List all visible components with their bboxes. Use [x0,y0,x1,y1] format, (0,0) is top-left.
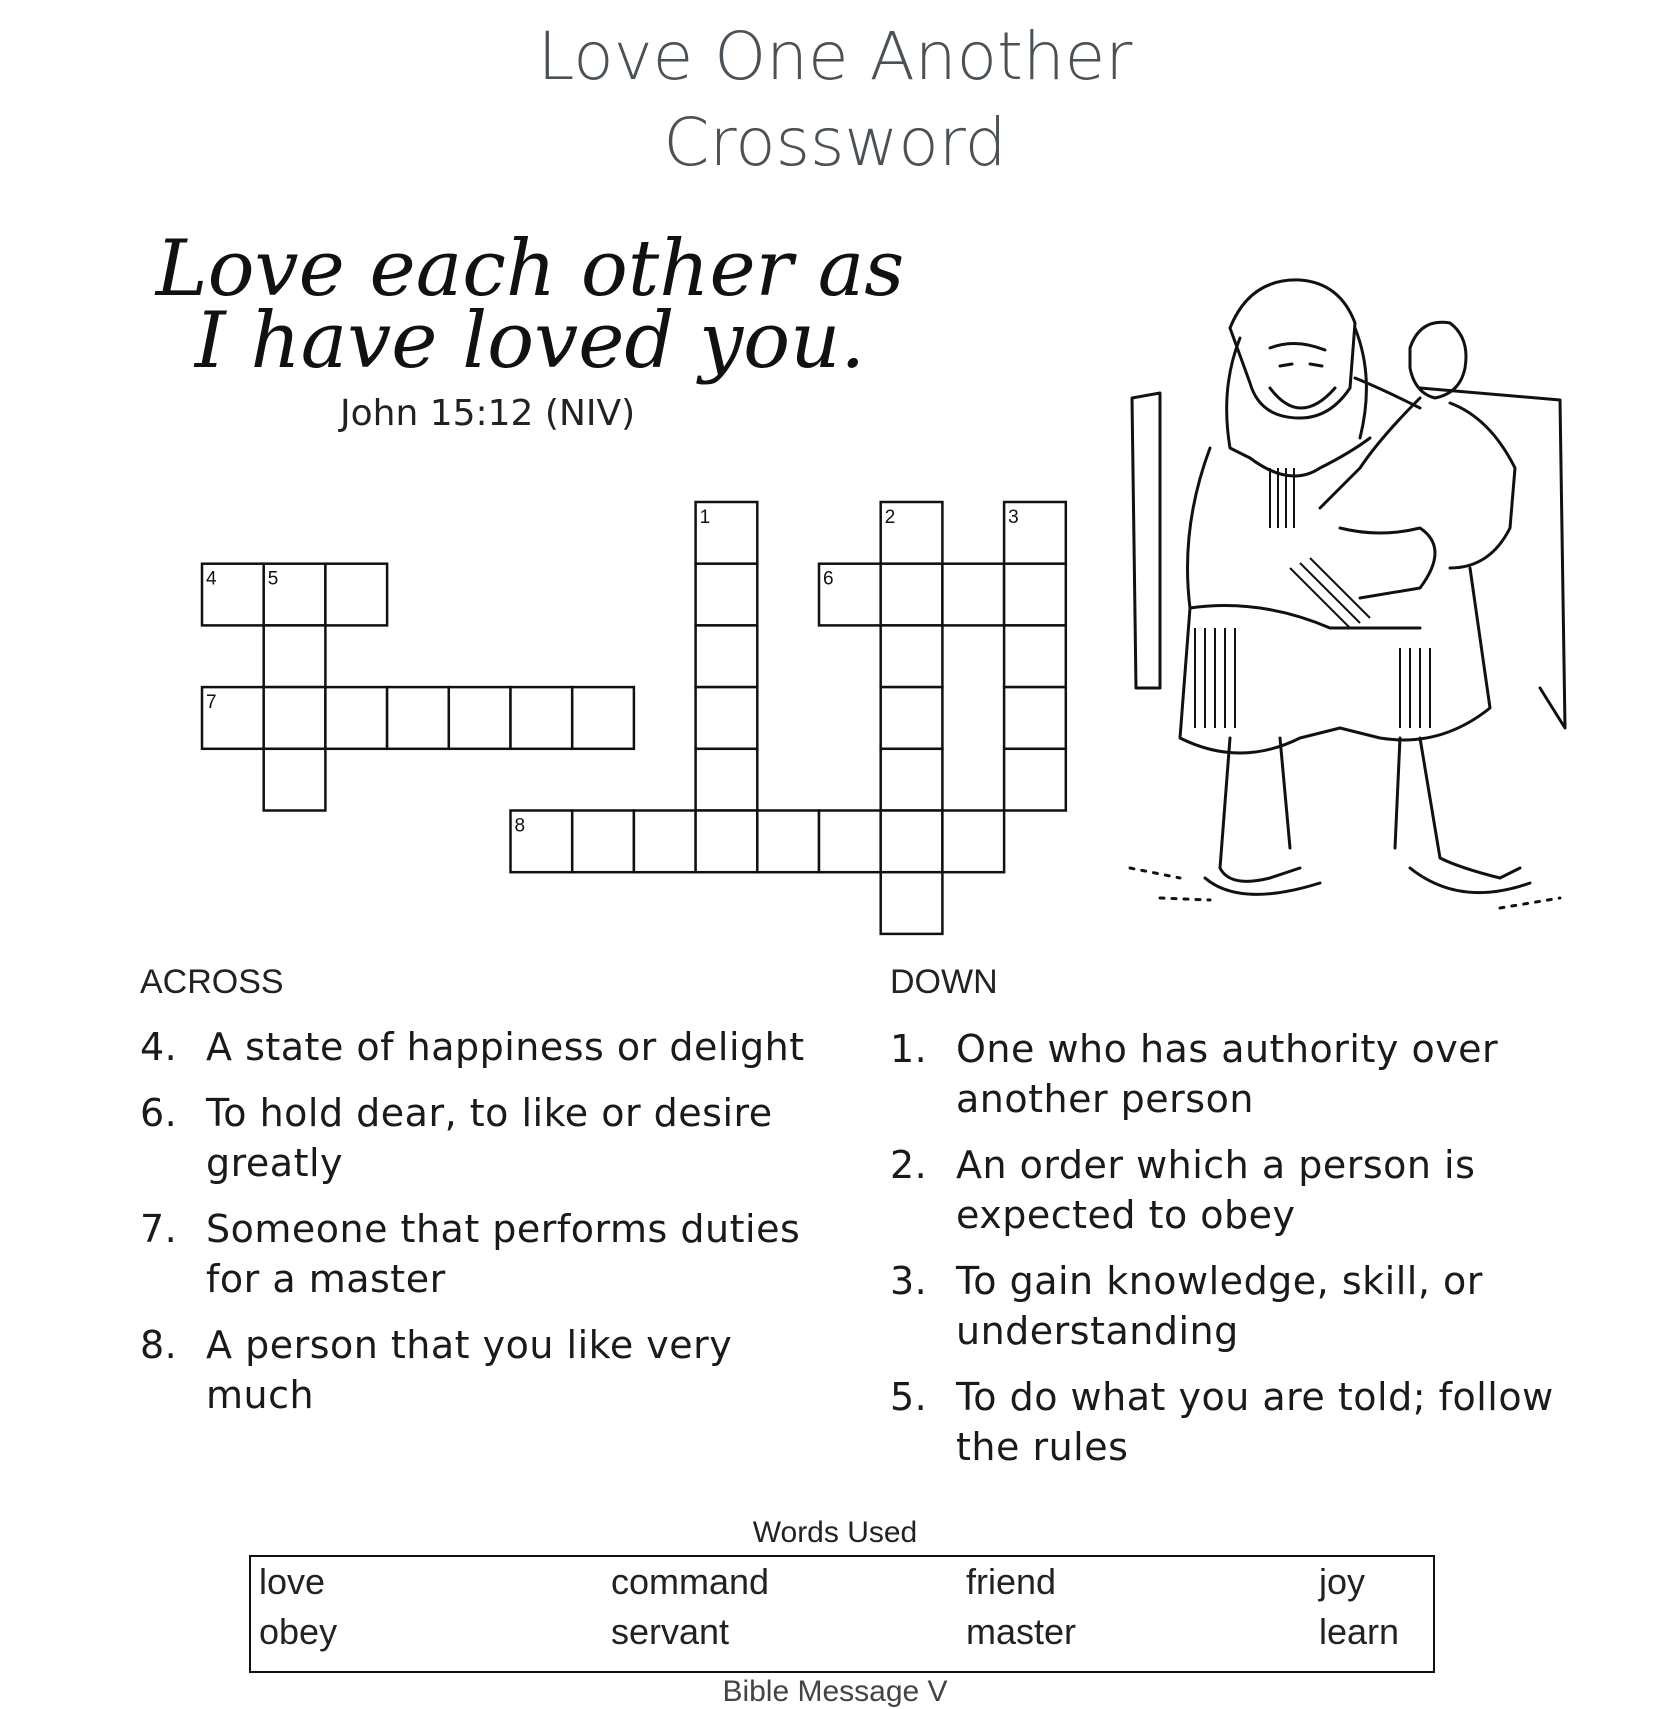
crossword-cell[interactable] [1004,749,1066,811]
crossword-cell[interactable] [881,872,943,934]
crossword-cell[interactable] [819,811,881,873]
crossword-cell[interactable] [264,687,326,749]
verse-line-1: Love each other as [155,224,905,314]
down-clue [890,1372,1590,1472]
word-used-item: servant [611,1611,730,1652]
clue-text: Someone that performs duties for a master [206,1207,801,1301]
clue-number-5: 5 [267,568,279,590]
clue-number: 2. [890,1143,928,1187]
words-used-box [249,1555,1435,1673]
crossword-cell[interactable] [696,749,758,811]
clue-text: One who has authority over another person [956,1027,1499,1121]
crossword-cell[interactable] [757,811,819,873]
clue-number: 6. [140,1091,178,1135]
clue-number: 1. [890,1027,928,1071]
clue-number: 4. [140,1025,178,1069]
across-clue [140,1088,820,1188]
crossword-cell[interactable] [881,687,943,749]
footer-text: Bible Message V [722,1675,948,1708]
crossword-cell[interactable] [264,625,326,687]
crossword-cell[interactable] [449,687,511,749]
clue-number-2: 2 [884,507,896,528]
word-used-item: command [611,1561,770,1602]
crossword-cell[interactable] [572,687,634,749]
crossword-cell[interactable] [572,811,634,873]
across-clue [140,1320,820,1420]
clue-number: 8. [140,1323,178,1367]
crossword-cell[interactable] [264,749,326,811]
crossword-cell[interactable] [696,687,758,749]
across-heading: ACROSS [140,963,284,1001]
crossword-cell[interactable] [387,687,449,749]
clue-number: 5. [890,1375,928,1419]
crossword-cell[interactable] [696,811,758,873]
clue-text: To hold dear, to like or desire greatly [206,1091,773,1185]
word-used-item: learn [1319,1611,1400,1652]
across-clue [140,1022,820,1072]
down-clue [890,1024,1590,1124]
crossword-cell[interactable] [942,811,1004,873]
clue-number-1: 1 [699,507,711,528]
crossword-cell[interactable] [511,687,573,749]
down-clues [890,1024,1590,1488]
crossword-cell[interactable] [696,564,758,626]
clue-text: A state of happiness or delight [206,1025,805,1069]
page-subtitle: Crossword [663,104,1007,181]
across-clues [140,1022,820,1436]
verse-reference: John 15:12 (NIV) [340,393,636,434]
down-clue [890,1140,1590,1240]
crossword-cell[interactable] [696,625,758,687]
down-clue [890,1256,1590,1356]
clue-text: To gain knowledge, skill, or understanding [956,1259,1483,1353]
crossword-cell[interactable] [1004,625,1066,687]
crossword-cell[interactable] [881,811,943,873]
clue-text: To do what you are told; follow the rules [956,1375,1554,1469]
clue-number: 3. [890,1259,928,1303]
crossword-cell[interactable] [325,687,387,749]
crossword-cell[interactable] [881,625,943,687]
clue-number-7: 7 [206,692,217,714]
word-used-item: friend [966,1561,1057,1602]
down-heading: DOWN [890,963,998,1001]
clue-number: 7. [140,1207,178,1251]
word-used-item: obey [259,1611,338,1652]
crossword-cell[interactable] [634,811,696,873]
clue-number-4: 4 [206,568,217,590]
verse-line-2: I have loved you. [194,296,866,386]
clue-number-3: 3 [1008,507,1019,528]
word-used-item: love [259,1561,326,1602]
word-used-item: master [966,1611,1077,1652]
crossword-cell[interactable] [942,564,1004,626]
clue-number-8: 8 [514,815,526,837]
word-used-item: joy [1319,1561,1366,1602]
clue-number-6: 6 [823,568,834,590]
crossword-cell[interactable] [881,564,943,626]
crossword-cell[interactable] [325,564,387,626]
page-title: Love One Another [537,18,1133,95]
crossword-cell[interactable] [881,749,943,811]
words-used-heading: Words Used [752,1516,918,1549]
across-clue [140,1204,820,1304]
clue-text: An order which a person is expected to obey [956,1143,1476,1237]
crossword-cell[interactable] [1004,687,1066,749]
jesus-with-child-illustration [1120,268,1590,948]
crossword-cell[interactable] [1004,564,1066,626]
clue-text: A person that you like very much [206,1323,733,1417]
crossword-grid [0,0,1019,940]
